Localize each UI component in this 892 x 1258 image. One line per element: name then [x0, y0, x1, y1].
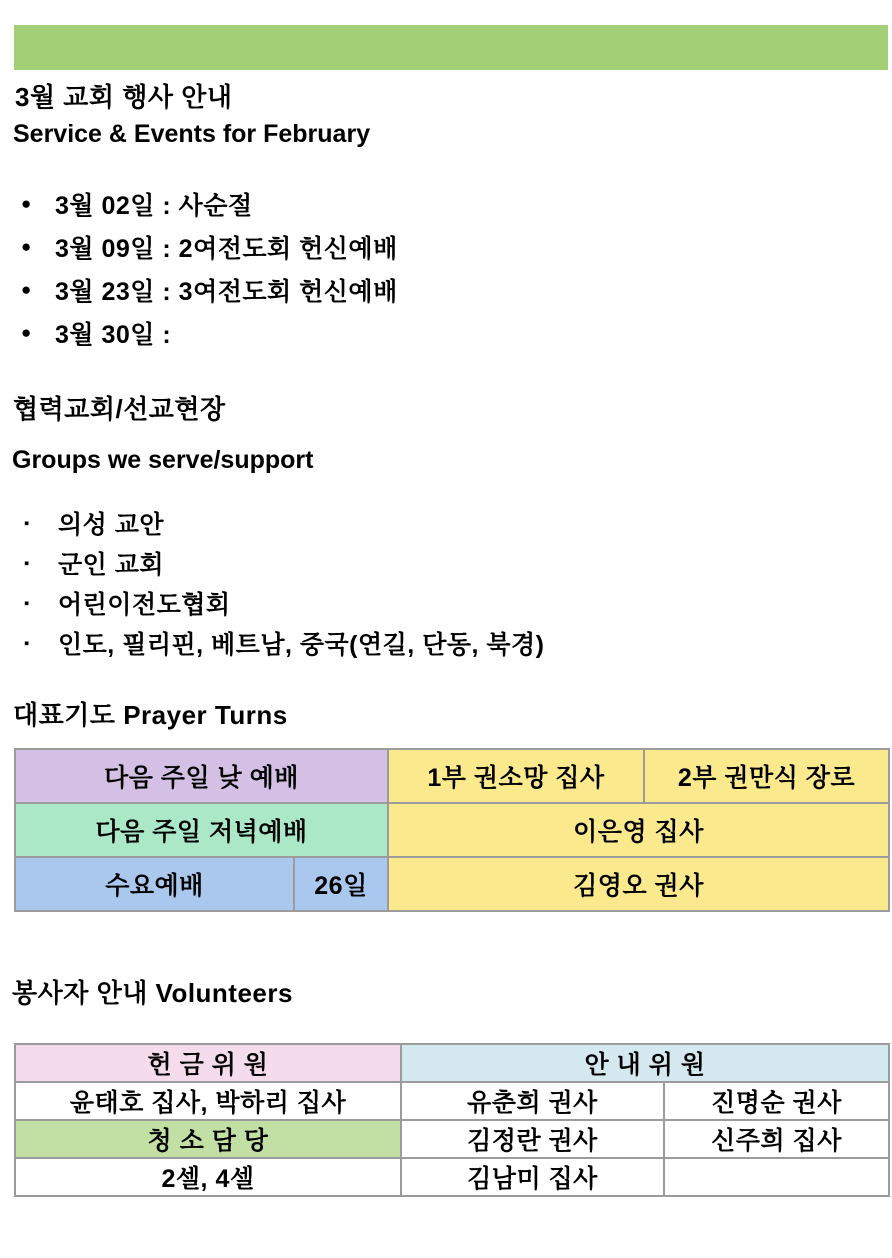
events-list [14, 182, 888, 354]
offering-people-cell: 윤태호 집사, 박하리 집사 [15, 1082, 401, 1120]
list-item [14, 623, 888, 663]
usher-committee-header-cell: 안 내 위 원 [401, 1044, 889, 1082]
list-item [14, 503, 888, 543]
wednesday-service-person-cell: 김영오 권사 [388, 857, 889, 911]
bullet-icon: ● [21, 279, 32, 299]
header-bar [14, 25, 888, 70]
event-text: 3월 30일 : [55, 320, 172, 349]
list-item [14, 225, 888, 268]
cleaning-duty-header-cell: 청 소 담 당 [15, 1120, 401, 1158]
groups-list [14, 503, 888, 663]
table-row [15, 1044, 889, 1082]
day-service-label-cell: 다음 주일 낮 예배 [15, 749, 388, 803]
bullet-icon: ● [21, 322, 32, 342]
table-row [15, 1158, 889, 1196]
list-item [14, 268, 888, 311]
list-item [14, 583, 888, 623]
groups-heading-korean: 협력교회/선교현장 [13, 394, 226, 424]
table-row [15, 1120, 889, 1158]
list-item [14, 182, 888, 225]
wednesday-service-date-cell: 26일 [294, 857, 388, 911]
evening-service-label-cell: 다음 주일 저녁예배 [15, 803, 388, 857]
wednesday-service-label-cell: 수요예배 [15, 857, 294, 911]
event-text: 3월 23일 : 3여전도회 헌신예배 [55, 277, 398, 306]
usher-cell: 김정란 권사 [401, 1120, 664, 1158]
usher-cell: 유춘희 권사 [401, 1082, 664, 1120]
evening-service-person-cell: 이은영 집사 [388, 803, 889, 857]
volunteers-heading: 봉사자 안내 Volunteers [12, 978, 293, 1008]
square-bullet-icon: ▪ [24, 554, 30, 572]
day-service-part1-cell: 1부 권소망 집사 [388, 749, 644, 803]
square-bullet-icon: ▪ [24, 594, 30, 612]
event-text: 3월 02일 : 사순절 [55, 191, 253, 220]
offering-committee-header-cell: 헌 금 위 원 [15, 1044, 401, 1082]
prayer-turns-heading: 대표기도 Prayer Turns [13, 700, 288, 730]
usher-cell: 김남미 집사 [401, 1158, 664, 1196]
volunteers-table [14, 1043, 890, 1197]
table-row [15, 749, 889, 803]
group-text: 군인 교회 [58, 551, 165, 579]
groups-heading-english: Groups we serve/support [12, 446, 314, 474]
day-service-part2-cell: 2부 권만식 장로 [644, 749, 889, 803]
event-text: 3월 09일 : 2여전도회 헌신예배 [55, 234, 398, 263]
bullet-icon: ● [21, 236, 32, 256]
page-title-english: Service & Events for February [13, 120, 371, 148]
page-title-korean: 3월 교회 행사 안내 [15, 82, 233, 112]
cleaning-people-cell: 2셀, 4셀 [15, 1158, 401, 1196]
list-item [14, 543, 888, 583]
usher-cell: 신주희 집사 [664, 1120, 889, 1158]
prayer-turns-table [14, 748, 890, 912]
list-item [14, 311, 888, 354]
square-bullet-icon: ▪ [24, 514, 30, 532]
square-bullet-icon: ▪ [24, 634, 30, 652]
group-text: 인도, 필리핀, 베트남, 중국(연길, 단동, 북경) [58, 631, 545, 659]
usher-cell: 진명순 권사 [664, 1082, 889, 1120]
table-row [15, 857, 889, 911]
group-text: 의성 교안 [58, 511, 165, 539]
group-text: 어린이전도협회 [58, 591, 231, 619]
bullet-icon: ● [21, 193, 32, 213]
table-row [15, 803, 889, 857]
usher-cell-empty [664, 1158, 889, 1196]
table-row [15, 1082, 889, 1120]
